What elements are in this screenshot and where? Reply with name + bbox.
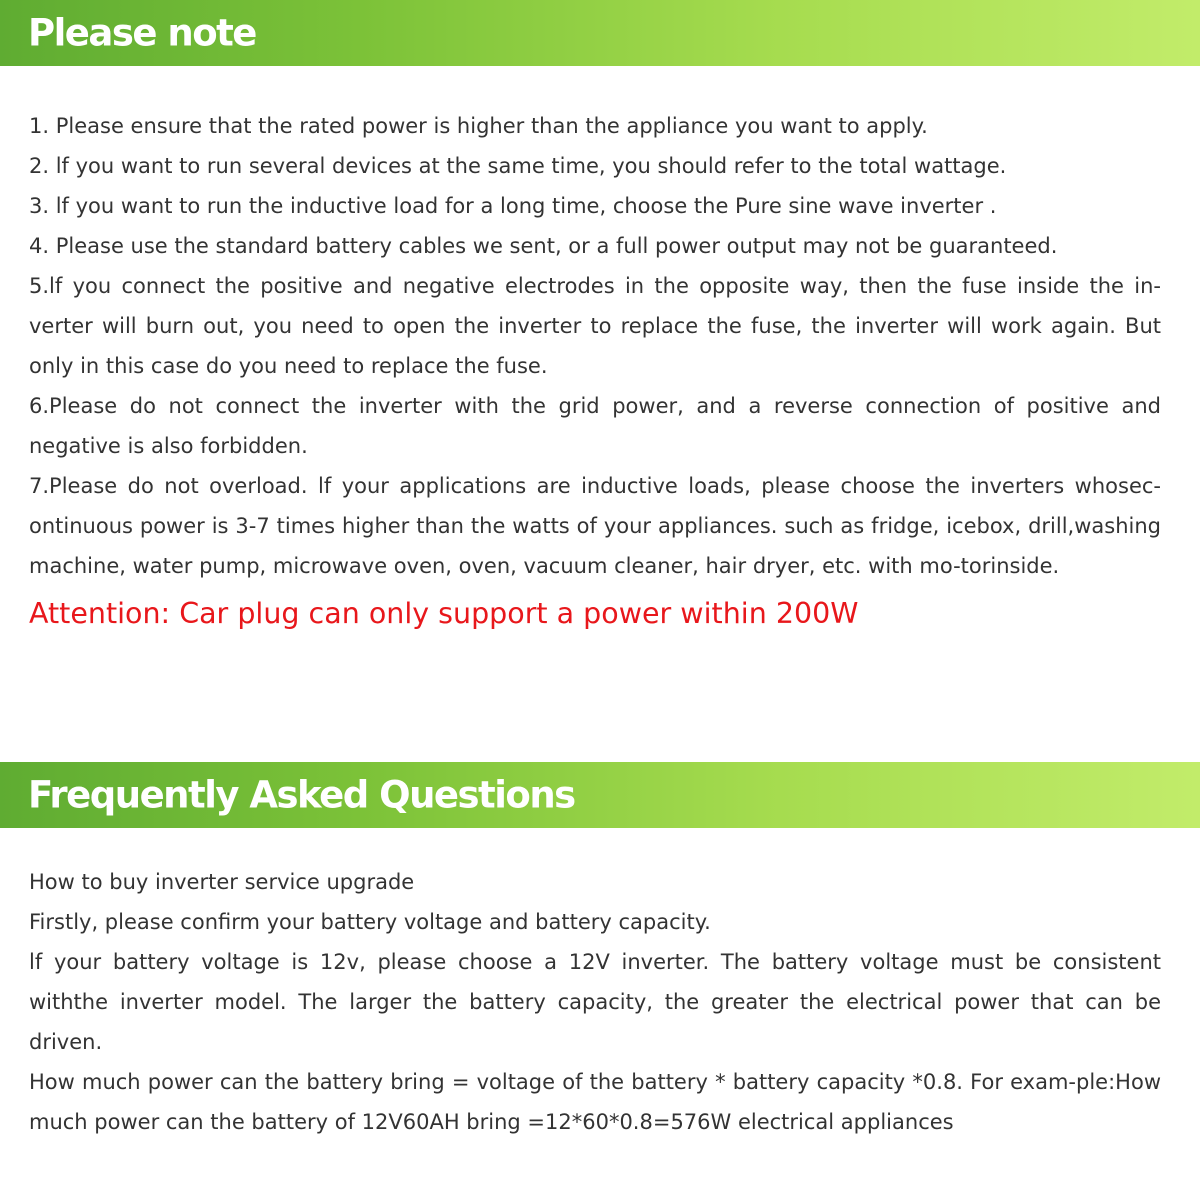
note-item-7: 7.Please do not overload. lf your applications are inductive loads, please choose the inverters whosec-ontinuous power is 3-7 times higher than the watts of your appliances. such as fridge, icebox, drill,washing machine, water pump, microwave oven, oven, vacuum cleaner, hair dryer, etc. with mo-torinside.	[29, 474, 1161, 578]
note-item-4: 4. Please use the standard battery cables we sent, or a full power output may not be guaranteed.	[29, 234, 1058, 258]
note-item-3: 3. lf you want to run the inductive load for a long time, choose the Pure sine wave inverter .	[29, 194, 997, 218]
faq-section	[29, 862, 1161, 1142]
please-note-section	[29, 106, 1161, 638]
note-item-2: 2. lf you want to run several devices at the same time, you should refer to the total wattage.	[29, 154, 1007, 178]
faq-paragraph-1: How to buy inverter service upgrade	[29, 870, 415, 894]
faq-paragraph-2: Firstly, please confirm your battery voltage and battery capacity.	[29, 910, 711, 934]
please-note-banner	[0, 0, 1200, 66]
note-item-5: 5.lf you connect the positive and negative electrodes in the opposite way, then the fuse inside the in-verter will burn out, you need to open the inverter to replace the fuse, the inverter will work again. But only in this case do you need to replace the fuse.	[29, 274, 1161, 378]
faq-title: Frequently Asked Questions	[28, 773, 575, 817]
faq-paragraph-4: How much power can the battery bring = voltage of the battery * battery capacity *0.8. For exam-ple:How much power can the battery of 12V60AH bring =12*60*0.8=576W electrical appliances	[29, 1070, 1161, 1134]
faq-paragraph-3: lf your battery voltage is 12v, please choose a 12V inverter. The battery voltage must be consistent withthe inverter model. The larger the battery capacity, the greater the electrical power that can be driven.	[29, 950, 1161, 1054]
note-item-1: 1. Please ensure that the rated power is higher than the appliance you want to apply.	[29, 114, 928, 138]
attention-note: Attention: Car plug can only support a power within 200W	[29, 597, 859, 630]
faq-banner	[0, 762, 1200, 828]
please-note-title: Please note	[28, 11, 256, 55]
note-item-6: 6.Please do not connect the inverter with the grid power, and a reverse connection of positive and negative is also forbidden.	[29, 394, 1161, 458]
